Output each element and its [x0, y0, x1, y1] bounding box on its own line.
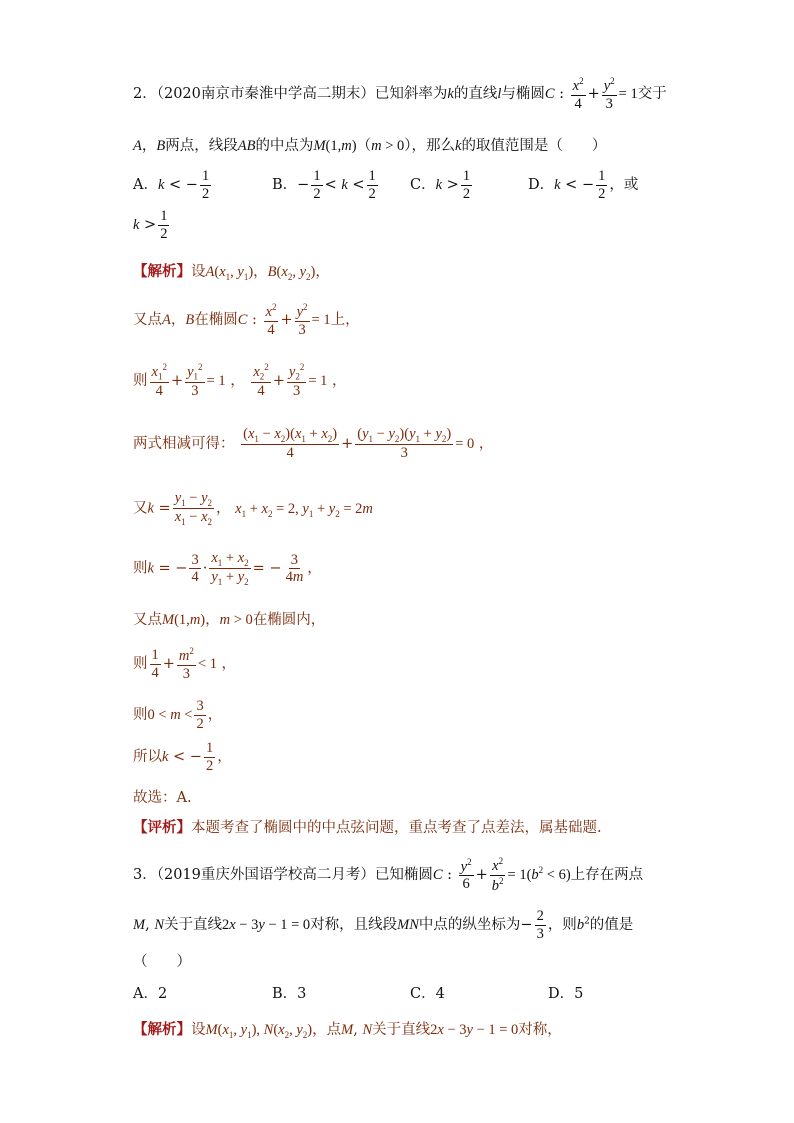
q2-option-d-cont: k > $\frac{1}{2}$ [133, 208, 168, 242]
q3-option-b[interactable]: B．3 [272, 986, 307, 1002]
sol2-line8: 则 $\frac{1}{4}$ + $\frac{m^2}{3}$ < 1 ， [133, 646, 237, 682]
q3-solution-line1: 【解析】设$M(x_1$, $y_1$), $N(x_2$, $y_2$)，点M, N关于直线2x − 3y − 1 = 0对称， [133, 1021, 562, 1040]
sol2-line4: 两式相减可得： $\frac{(x_1 - x_2)(x_1 + x_2)}{4}$ + $\frac{(y_1 - y_2)(y_1 + y_2)}{3}$ = 0 ， [133, 426, 494, 462]
sol2-comment: 【评析】本题考查了椭圆中的中点弦问题，重点考查了点差法，属基础题. [133, 819, 602, 836]
q2-stem-line2: A，B两点，线段AB的中点为M(1,m)（m > 0），那么k的取值范围是（ ） [133, 138, 607, 154]
sol2-answer: 故选：A. [133, 790, 192, 806]
q3-stem-line2: M, N关于直线2x − 3y − 1 = 0对称，且线段MN中点的纵坐标为− $\frac{2}{3}$ ，则$b^2$的值是 [133, 908, 634, 942]
sol2-line1: 【解析】设$A(x_1$, $y_1$)，$B(x_2$, $y_2$)， [133, 263, 330, 282]
sol2-line9: 则0 < m < $\frac{3}{2}$ ， [133, 698, 223, 732]
sol2-line3: 则 $\frac{x_1^2}{4}$ + $\frac{y_1^2}{3}$ = 1 ， $\frac{x_2^2}{4}$ + $\frac{y_2^2}{3}$ = 1 ， [133, 362, 347, 400]
q2-option-c[interactable]: C．k > $\frac{1}{2}$ [410, 168, 471, 202]
q2-option-a[interactable]: A．k < − $\frac{1}{2}$ [133, 168, 210, 202]
q2-option-b[interactable]: B．− $\frac{1}{2}$ < k < $\frac{1}{2}$ [272, 168, 376, 202]
sol2-line6: 则k = − $\frac{3}{4}$ · $\frac{x_1 + x_2}{y_1 + y_2}$ = − $\frac{3}{4m}$ ， [133, 550, 322, 588]
fraction: $\frac{y^2}{3}$ [603, 76, 615, 112]
q3-option-c[interactable]: C．4 [410, 986, 445, 1002]
q3-paren: （ ） [133, 954, 191, 970]
sol2-line5: 又k = $\frac{y_1 - y_2}{x_1 - x_2}$ ， $x_1 + x_2 = 2$, $y_1 + y_2 = 2m$ [133, 490, 373, 528]
sol2-line10: 所以k < − $\frac{1}{2}$ ， [133, 740, 232, 774]
q3-option-d[interactable]: D．5 [548, 986, 584, 1002]
sol2-line7: 又点M(1,m)，m > 0在椭圆内， [133, 612, 326, 628]
sol2-line2: 又点A，B在椭圆C : $\frac{x^2}{4}$ + $\frac{y^2}{3}$ = 1上， [133, 302, 360, 338]
q2-stem-line1: 2．（2020南京市秦淮中学高二期末）已知斜率为k的直线l与椭圆C : $\frac{x^2}{4}$ + $\frac{y^2}{3}$ = 1交于 [133, 76, 667, 112]
q3-option-a[interactable]: A．2 [133, 986, 168, 1002]
q3-stem-line1: 3．（2019重庆外国语学校高二月考）已知椭圆C : $\frac{y^2}{6}$ + $\frac{x^2}{b^2}$ = $1(b^2 < 6)$上存在两点 [133, 856, 644, 894]
fraction: $\frac{x^2}{4}$ [572, 76, 584, 112]
q2-option-d[interactable]: D．k < − $\frac{1}{2}$ ，或 [528, 168, 639, 202]
